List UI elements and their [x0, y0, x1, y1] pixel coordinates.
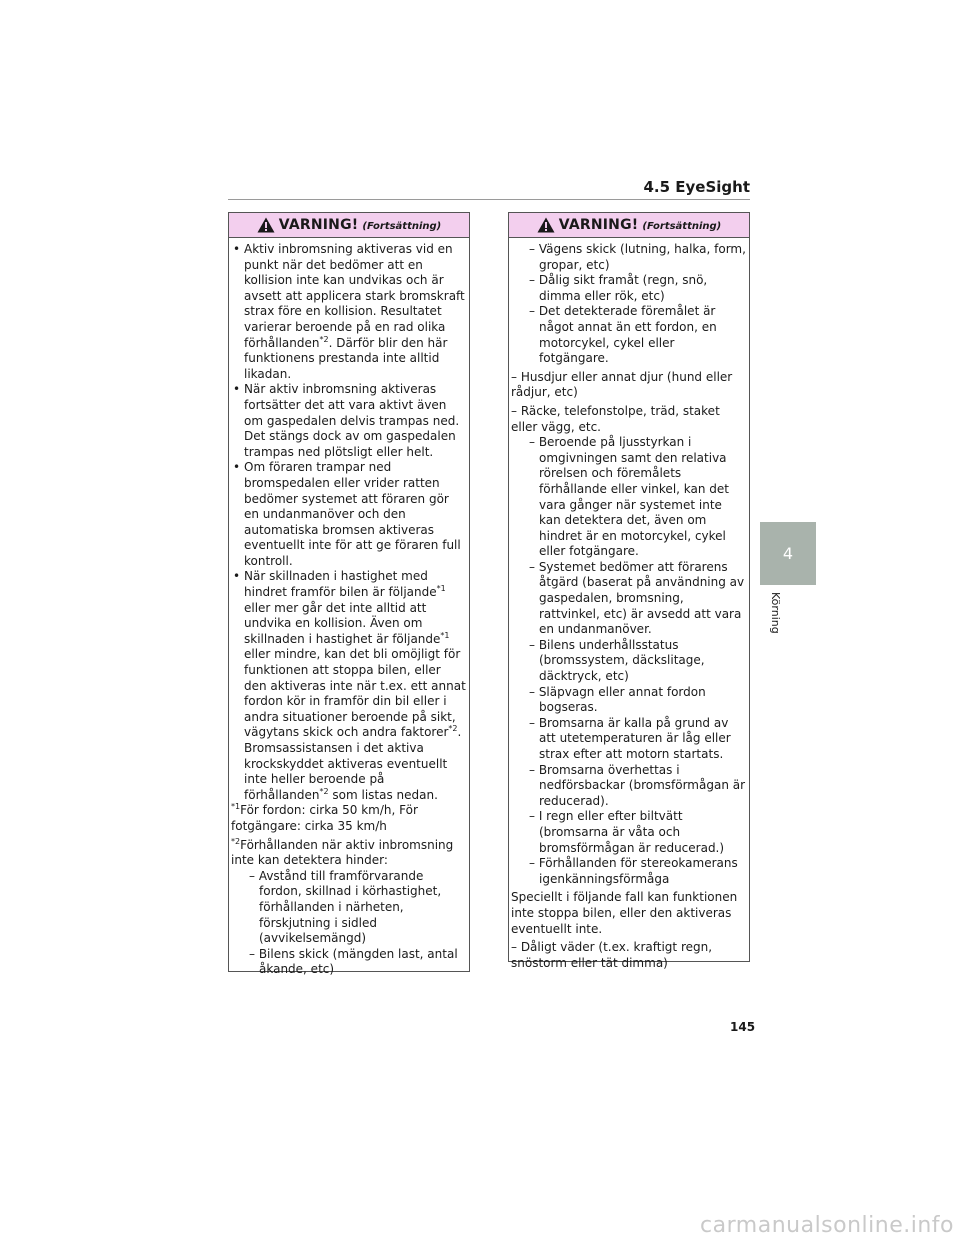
dash-item: – Bromsarna överhettas i nedförsbackar (bromsförmågan är reducerad). [529, 762, 746, 808]
dash-item: – Släpvagn eller annat fordon bogseras. [529, 684, 706, 715]
dash-item: – Systemet bedömer att förarens åtgärd (baserat på användning av gaspedalen, bromsning, rattvinkel, etc) är avsedd att vara en undanmanöver. [529, 559, 745, 637]
footnote-1: $^{*1}$För fordon: cirka 50 km/h, För fotgängare: cirka 35 km/h [231, 802, 418, 833]
warning-body-right [509, 238, 749, 971]
bullet-icon: • [233, 382, 241, 397]
warning-word: VARNING! [558, 217, 639, 233]
dash-item: – Bromsarna är kalla på grund av att utetemperaturen är låg eller strax efter att motorn startats. [529, 715, 731, 761]
warning-box-right [508, 212, 750, 970]
bullet-icon: • [233, 242, 241, 256]
chapter-tab: 4 [760, 522, 816, 585]
dash-item: – Avstånd till framförvarande fordon, skillnad i körhastighet, förhållanden i närheten, förskjutning i sidled (avvikelsemängd) [249, 868, 442, 946]
bullet-icon: • [233, 460, 241, 475]
paragraph: Speciellt i följande fall kan funktionen inte stoppa bilen, eller den aktiveras eventuellt inte. [511, 890, 738, 936]
list-item: • När aktiv inbromsning aktiveras fortsätter det att vara aktivt även om gaspedalen delvis trampas ned. Det stängs dock av om gaspedalen trampas ned plötsligt eller helt. [233, 382, 460, 459]
list-item: • När skillnaden i hastighet med hindret framför bilen är följande$^{*1}$ eller mer går det inte alltid att undvika en kollision. Även om skillnaden i hastighet är följande$^{*1}$ eller mindre, kan det bli omöjligt för funktionen att stoppa bilen, eller den aktiveras inte när t.ex. ett annat fordon kör in framför din bil eller i andra situationer beroende på sikt, vägytans skick och andra faktorer$^{*2}$. Bromsassistansen i det aktiva krockskyddet aktiveras eventuellt inte heller beroende på förhållanden$^{*2}$ som listas nedan. [233, 569, 466, 802]
warning-triangle-icon [537, 217, 555, 233]
dash-item: – I regn eller efter biltvätt (bromsarna är våta och bromsförmågan är reducerad.) [529, 809, 725, 855]
dash-item: – Det detekterade föremålet är något annat än ett fordon, en motorcykel, cykel eller fotgängare. [529, 304, 717, 366]
dash-item: – Förhållanden för stereokamerans igenkänningsförmåga [529, 856, 738, 886]
chapter-label: Körning [769, 592, 782, 634]
dash-item: – Beroende på ljusstyrkan i omgivningen samt den relativa rörelsen och föremålets förhållande eller vinkel, kan det vara gånger när systemet inte kan detektera det, även om hindret är en motorcykel, cykel eller fotgängare. [529, 435, 729, 559]
list-item: • Om föraren trampar ned bromspedalen eller vrider ratten bedömer systemet att föraren gör en undanmanöver och den automatiska bromsen aktiveras eventuellt inte för att ge föraren full kontroll. [233, 460, 461, 568]
dash-item: – Vägens skick (lutning, halka, form, gropar, etc) [529, 242, 746, 272]
list-item: • Aktiv inbromsning aktiveras vid en punkt när det bedömer att en kollision inte kan undvikas och är avsett att applicera stark bromskraft strax före en kollision. Resultatet varierar beroende på en rad olika förhållanden$^{*2}$. Därför blir den här funktionens prestanda inte alltid likadan. [233, 242, 465, 381]
watermark: carmanualsonline.info [700, 1213, 954, 1238]
warning-triangle-icon [257, 217, 275, 233]
dash-item: – Bilens skick (mängden last, antal åkande, etc) [249, 946, 458, 977]
warning-continued: (Fortsättning) [642, 221, 722, 232]
paragraph: – Husdjur eller annat djur (hund eller rådjur, etc) [511, 369, 733, 400]
section-divider [228, 199, 750, 200]
warning-header [229, 213, 469, 238]
bullet-icon: • [233, 569, 241, 584]
page-number: 145 [730, 1020, 756, 1034]
section-title: 4.5 EyeSight [643, 178, 750, 196]
paragraph: – Räcke, telefonstolpe, träd, staket eller vägg, etc. [511, 403, 720, 434]
dash-item: – Bilens underhållsstatus (bromssystem, däckslitage, däcktryck, etc) [529, 637, 705, 684]
warning-continued: (Fortsättning) [362, 221, 442, 232]
warning-header [509, 213, 749, 238]
warning-body-left [229, 238, 469, 978]
warning-word: VARNING! [278, 217, 359, 233]
warning-box-left [228, 212, 470, 977]
dash-item: – Dålig sikt framåt (regn, snö, dimma eller rök, etc) [529, 273, 708, 303]
paragraph: – Dåligt väder (t.ex. kraftigt regn, snöstorm eller tät dimma) [511, 940, 713, 970]
footnote-2: $^{*2}$Förhållanden när aktiv inbromsning inte kan detektera hinder: [231, 836, 454, 868]
